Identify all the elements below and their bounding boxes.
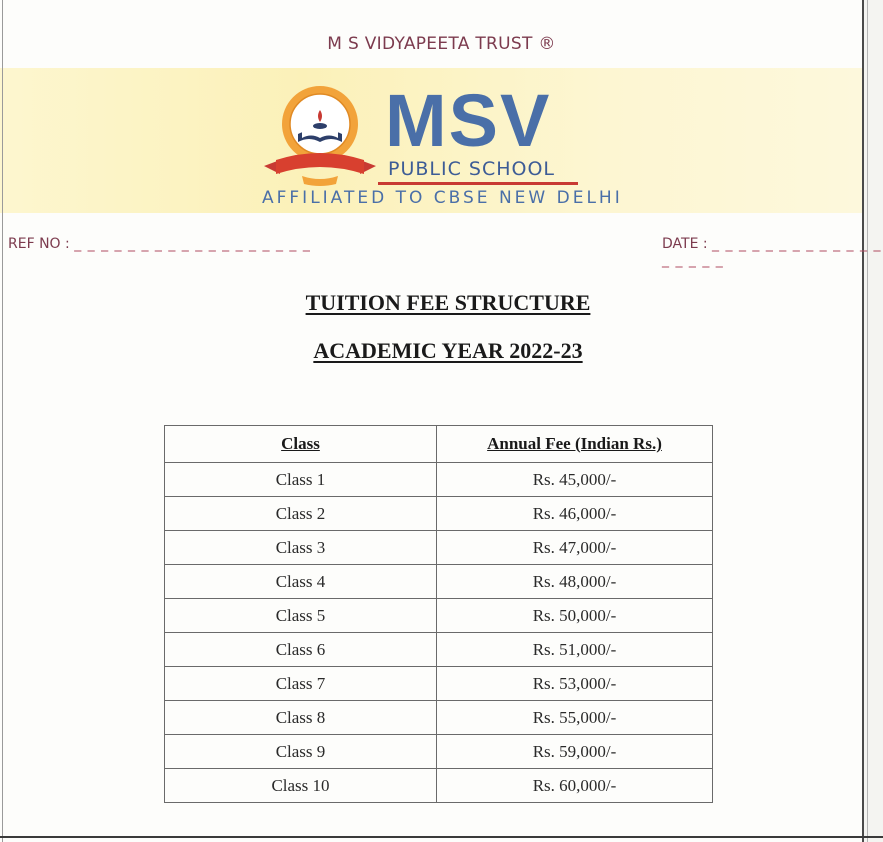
table-row: [165, 497, 713, 531]
fee-cell: Rs. 55,000/-: [437, 701, 713, 735]
fee-cell: Rs. 46,000/-: [437, 497, 713, 531]
date-blank: _ _ _ _ _ _ _ _ _ _ _ _ _ _ _ _ _ _: [662, 236, 882, 268]
fee-cell: Rs. 59,000/-: [437, 735, 713, 769]
column-header-fee: Annual Fee (Indian Rs.): [437, 426, 713, 463]
table-row: [165, 769, 713, 803]
class-cell: Class 5: [165, 599, 437, 633]
table-row: [165, 531, 713, 565]
class-cell: Class 4: [165, 565, 437, 599]
date-label: DATE :: [662, 236, 708, 252]
fee-cell: Rs. 51,000/-: [437, 633, 713, 667]
class-cell: Class 10: [165, 769, 437, 803]
column-header-class: Class: [165, 426, 437, 463]
class-cell: Class 2: [165, 497, 437, 531]
trust-name: M S VIDYAPEETA TRUST ®: [327, 34, 556, 54]
page-right-edge: [862, 0, 864, 842]
class-cell: Class 3: [165, 531, 437, 565]
table-row: [165, 565, 713, 599]
affiliation-line: AFFILIATED TO CBSE NEW DELHI: [262, 188, 623, 208]
fee-cell: Rs. 50,000/-: [437, 599, 713, 633]
document-title: TUITION FEE STRUCTURE: [305, 290, 591, 315]
fee-cell: Rs. 60,000/-: [437, 769, 713, 803]
table-row: [165, 599, 713, 633]
page-right-edge-inner: [867, 0, 868, 842]
table-row: [165, 701, 713, 735]
class-cell: Class 1: [165, 463, 437, 497]
class-cell: Class 6: [165, 633, 437, 667]
ref-no-label: REF NO :: [8, 236, 70, 252]
academic-year: ACADEMIC YEAR 2022-23: [313, 338, 583, 363]
table-row: [165, 667, 713, 701]
table-row: [165, 633, 713, 667]
ref-no-blank: _ _ _ _ _ _ _ _ _ _ _ _ _ _ _ _ _ _: [74, 236, 311, 252]
page-left-edge: [2, 0, 3, 842]
table-header-row: [165, 426, 713, 463]
fee-table: [164, 425, 713, 803]
school-logo-wordmark: MSV: [385, 79, 552, 162]
fee-cell: Rs. 47,000/-: [437, 531, 713, 565]
school-emblem-icon: [262, 80, 378, 188]
fee-cell: Rs. 53,000/-: [437, 667, 713, 701]
fee-cell: Rs. 48,000/-: [437, 565, 713, 599]
class-cell: Class 7: [165, 667, 437, 701]
class-cell: Class 8: [165, 701, 437, 735]
school-subtitle: PUBLIC SCHOOL: [388, 158, 556, 180]
subtitle-underline: [378, 182, 578, 185]
class-cell: Class 9: [165, 735, 437, 769]
table-row: [165, 463, 713, 497]
page-bottom-edge: [0, 836, 883, 838]
table-row: [165, 735, 713, 769]
fee-cell: Rs. 45,000/-: [437, 463, 713, 497]
ref-no-field: [8, 236, 311, 252]
date-field: [662, 236, 883, 268]
